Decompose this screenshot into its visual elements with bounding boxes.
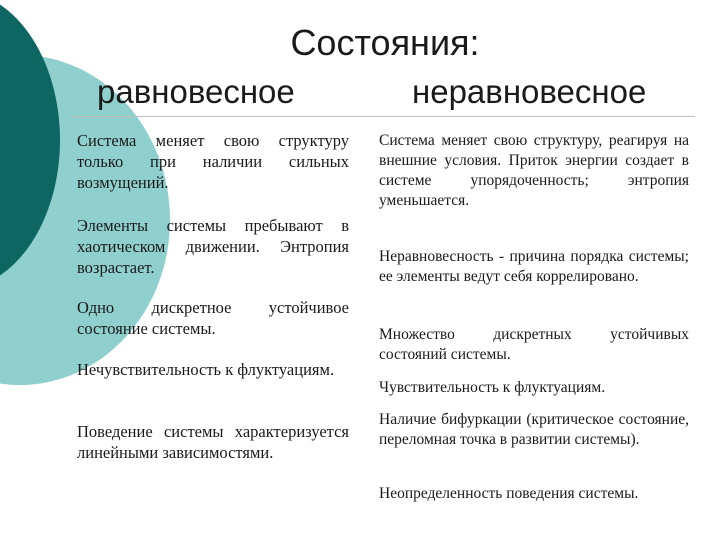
equilibrium-item-3: Одно дискретное устойчивое состояние системы. [77, 298, 349, 338]
nonequilibrium-item-1: Система меняет свою структуру, реагируя на внешние условия. Приток энергии создает в системе упорядоченность; энтропия уменьшается. [379, 132, 689, 209]
nonequilibrium-item-4: Чувствительность к флуктуациям. [379, 379, 606, 396]
equilibrium-item-4: Нечувствительность к флуктуациям. [77, 360, 335, 379]
equilibrium-item-1: Система меняет свою структуру только при наличии сильных возмущений. [77, 131, 349, 192]
nonequilibrium-item-5: Наличие бифуркации (критическое состояние, переломная точка в развитии системы). [379, 411, 689, 448]
subtitle-equilibrium: равновесное [97, 73, 295, 110]
equilibrium-item-5: Поведение системы характеризуется линейными зависимостями. [77, 422, 349, 462]
nonequilibrium-item-3: Множество дискретных устойчивых состояний системы. [379, 326, 689, 363]
nonequilibrium-item-2: Неравновесность - причина порядка системы; ее элементы ведут себя коррелировано. [379, 248, 689, 285]
title-divider [70, 116, 695, 117]
equilibrium-item-2: Элементы системы пребывают в хаотическом движении. Энтропия возрастает. [77, 216, 349, 277]
subtitle-nonequilibrium: неравновесное [412, 73, 647, 110]
slide-title: Состояния: [290, 22, 480, 63]
nonequilibrium-item-6: Неопределенность поведения системы. [379, 485, 639, 502]
